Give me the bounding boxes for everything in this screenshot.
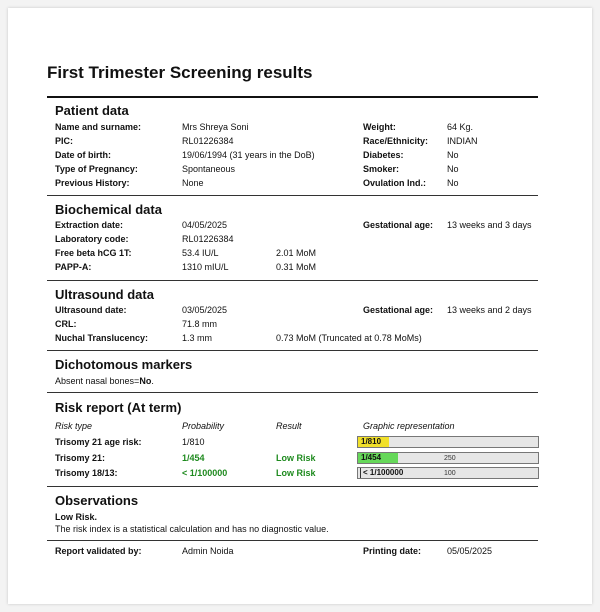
risk-bar-cutoff: 100 bbox=[444, 470, 456, 477]
risk-bar-label: 1/810 bbox=[361, 437, 382, 446]
pregnancy-value: Spontaneous bbox=[182, 164, 236, 174]
nt-mom: 0.73 MoM (Truncated at 0.78 MoMs) bbox=[276, 333, 422, 343]
hcg-mom: 2.01 MoM bbox=[276, 248, 317, 258]
weight-label: Weight: bbox=[363, 122, 396, 132]
observations-heading: Observations bbox=[55, 493, 139, 508]
risk-rule bbox=[47, 486, 538, 487]
extraction-value: 04/05/2025 bbox=[182, 220, 228, 230]
papp-value: 1310 mIU/L bbox=[182, 262, 229, 272]
smoker-label: Smoker: bbox=[363, 164, 400, 174]
ultrasound-ga-value: 13 weeks and 2 days bbox=[447, 305, 532, 315]
ultrasound-rule bbox=[47, 350, 538, 351]
ultrasound-ga-label: Gestational age: bbox=[363, 305, 434, 315]
risk-bar-marker bbox=[360, 468, 361, 478]
dob-value: 19/06/1994 (31 years in the DoB) bbox=[182, 150, 315, 160]
report-title: First Trimester Screening results bbox=[47, 63, 313, 82]
risk-bar-label: < 1/100000 bbox=[363, 468, 404, 477]
printing-date-label: Printing date: bbox=[363, 546, 421, 556]
diabetes-label: Diabetes: bbox=[363, 150, 404, 160]
risk-row-probability: 1/810 bbox=[182, 437, 205, 447]
observation-summary: Low Risk. bbox=[55, 512, 98, 522]
biochemical-ga-label: Gestational age: bbox=[363, 220, 434, 230]
dichotomous-heading: Dichotomous markers bbox=[55, 357, 193, 372]
papp-mom: 0.31 MoM bbox=[276, 262, 317, 272]
us-date-label: Ultrasound date: bbox=[55, 305, 127, 315]
us-date-value: 03/05/2025 bbox=[182, 305, 228, 315]
nasal-bones-value: No bbox=[139, 376, 152, 386]
weight-value: 64 Kg. bbox=[447, 122, 474, 132]
risk-bar-label: 1/454 bbox=[361, 453, 382, 462]
race-value: INDIAN bbox=[447, 136, 478, 146]
lab-code-label: Laboratory code: bbox=[55, 234, 129, 244]
risk-bar bbox=[357, 436, 539, 448]
name-label: Name and surname: bbox=[55, 122, 142, 132]
observation-note: The risk index is a statistical calculation and has no diagnostic value. bbox=[55, 524, 329, 534]
risk-bar bbox=[357, 452, 539, 464]
printing-date-value: 05/05/2025 bbox=[447, 546, 493, 556]
validated-label: Report validated by: bbox=[55, 546, 142, 556]
risk-bar bbox=[357, 467, 539, 479]
nt-label: Nuchal Translucency: bbox=[55, 333, 149, 343]
biochemical-heading: Biochemical data bbox=[55, 202, 162, 217]
risk-row-type: Trisomy 21: bbox=[55, 453, 106, 463]
race-label: Race/Ethnicity: bbox=[363, 136, 429, 146]
risk-row-result: Low Risk bbox=[276, 453, 316, 463]
patient-rule bbox=[47, 195, 538, 196]
dichotomous-rule bbox=[47, 392, 538, 393]
observations-rule bbox=[47, 540, 538, 541]
pic-label: PIC: bbox=[55, 136, 73, 146]
risk-bar-cutoff: 250 bbox=[444, 455, 456, 462]
risk-row-type: Trisomy 21 age risk: bbox=[55, 437, 142, 447]
title-rule bbox=[47, 96, 538, 98]
risk-col-result: Result bbox=[276, 421, 302, 431]
history-value: None bbox=[182, 178, 204, 188]
dob-label: Date of birth: bbox=[55, 150, 111, 160]
history-label: Previous History: bbox=[55, 178, 130, 188]
crl-value: 71.8 mm bbox=[182, 319, 218, 329]
crl-label: CRL: bbox=[55, 319, 77, 329]
ovulation-value: No bbox=[447, 178, 459, 188]
patient-heading: Patient data bbox=[55, 103, 129, 118]
validated-value: Admin Noida bbox=[182, 546, 234, 556]
smoker-value: No bbox=[447, 164, 459, 174]
risk-col-probability: Probability bbox=[182, 421, 225, 431]
pic-value: RL01226384 bbox=[182, 136, 234, 146]
hcg-value: 53.4 IU/L bbox=[182, 248, 219, 258]
nt-value: 1.3 mm bbox=[182, 333, 213, 343]
nasal-bones-line bbox=[55, 376, 154, 386]
nasal-bones-text: Absent nasal bones= bbox=[55, 376, 140, 386]
biochemical-rule bbox=[47, 280, 538, 281]
biochemical-ga-value: 13 weeks and 3 days bbox=[447, 220, 532, 230]
risk-row-probability: < 1/100000 bbox=[182, 468, 228, 478]
extraction-label: Extraction date: bbox=[55, 220, 124, 230]
risk-heading: Risk report (At term) bbox=[55, 400, 182, 415]
risk-col-type: Risk type bbox=[55, 421, 93, 431]
diabetes-value: No bbox=[447, 150, 459, 160]
risk-col-graphic: Graphic representation bbox=[363, 421, 455, 431]
name-value: Mrs Shreya Soni bbox=[182, 122, 249, 132]
pregnancy-label: Type of Pregnancy: bbox=[55, 164, 138, 174]
ultrasound-heading: Ultrasound data bbox=[55, 287, 154, 302]
lab-code-value: RL01226384 bbox=[182, 234, 234, 244]
risk-row-type: Trisomy 18/13: bbox=[55, 468, 118, 478]
risk-row-probability: 1/454 bbox=[182, 453, 205, 463]
nasal-bones-suffix: . bbox=[151, 376, 154, 386]
hcg-label: Free beta hCG 1T: bbox=[55, 248, 132, 258]
papp-label: PAPP-A: bbox=[55, 262, 92, 272]
risk-row-result: Low Risk bbox=[276, 468, 316, 478]
ovulation-label: Ovulation Ind.: bbox=[363, 178, 426, 188]
